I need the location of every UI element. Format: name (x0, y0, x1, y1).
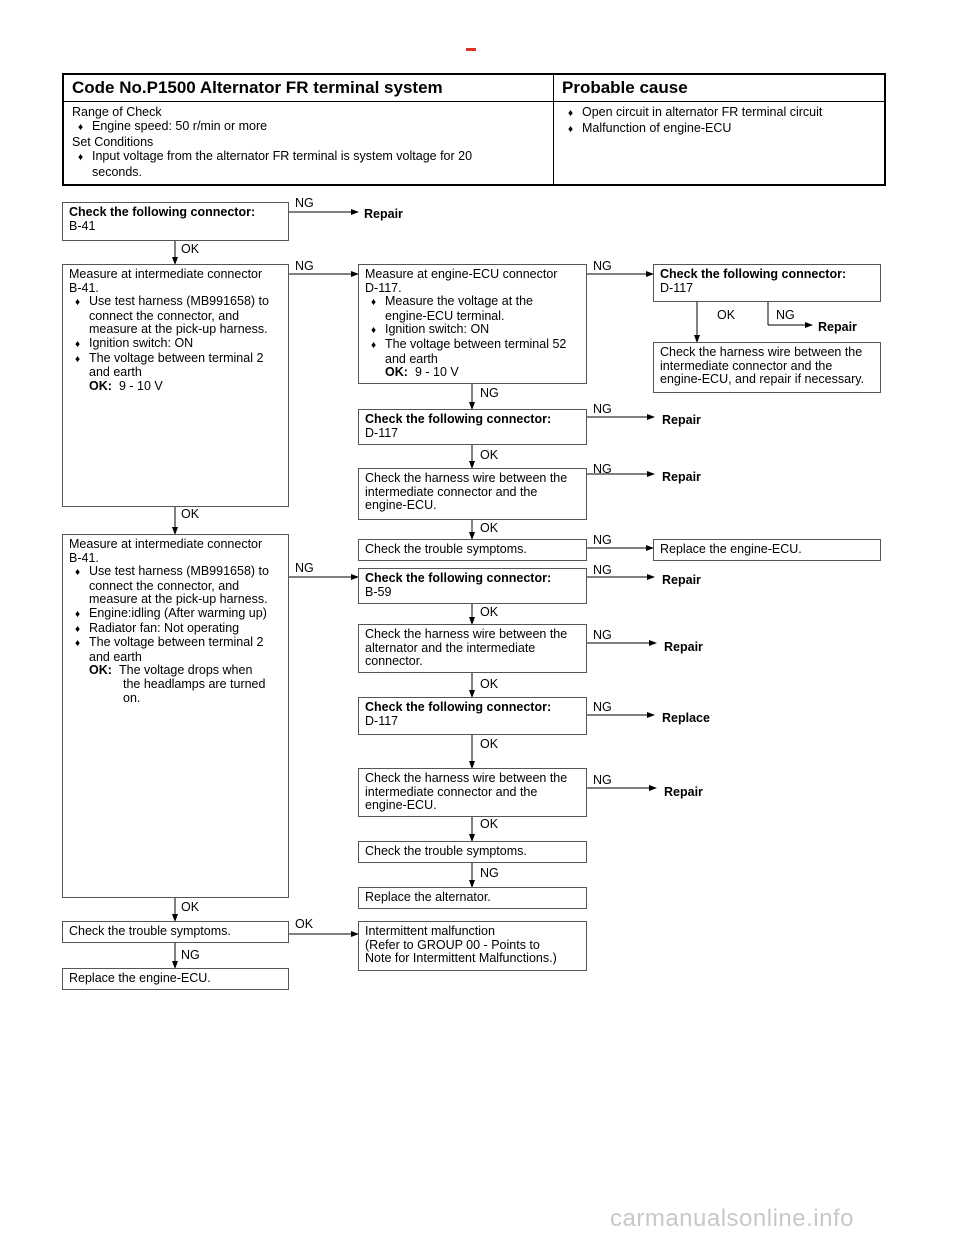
bullet-line: ♦ Measure the voltage at the (365, 295, 580, 310)
ok-label: OK (480, 448, 499, 462)
box-line: Measure at engine-ECU connector (365, 267, 558, 281)
watermark: carmanualsonline.info (610, 1205, 854, 1232)
ok-label: OK: (89, 378, 112, 393)
ok-label: OK (181, 507, 200, 521)
ok-value: on. (123, 690, 141, 705)
bullet-line: ♦ The voltage between terminal 2 (69, 352, 282, 367)
measure-b41-idling (62, 534, 289, 898)
connector-id: D-117 (365, 425, 399, 440)
box-line: (Refer to GROUP 00 - Points to (365, 937, 540, 952)
code-title: Code No.P1500 Alternator FR terminal system (63, 74, 554, 102)
box-line: engine-ECU. (365, 798, 437, 813)
bullet-line: ♦ The voltage between terminal 52 (365, 338, 580, 353)
ok-label: OK (480, 817, 499, 831)
check-trouble-symptoms-1 (358, 539, 587, 561)
ng-label: NG (593, 259, 612, 273)
measure-d117 (358, 264, 587, 384)
check-harness-ecu (358, 468, 587, 520)
check-connector-d117-lower (358, 697, 587, 735)
result-repair: Repair (662, 573, 701, 587)
check-harness-alternator (358, 624, 587, 673)
box-line: intermediate connector and the (660, 358, 833, 373)
ng-label: NG (776, 308, 795, 322)
box-line: Check the trouble symptoms. (365, 542, 527, 556)
box-title: Check the following connector: (365, 700, 552, 714)
replace-engine-ecu-final (62, 968, 289, 990)
box-line: intermediate connector and the (365, 484, 538, 499)
bullet-line: ♦ Use test harness (MB991658) to (69, 565, 282, 580)
result-repair: Repair (662, 413, 701, 427)
box-line: intermediate connector and the (365, 784, 538, 799)
box-line: and earth (89, 365, 142, 380)
box-line: Measure at intermediate connector (69, 537, 263, 551)
ok-label: OK: (89, 663, 112, 678)
box-line: B-41. (69, 280, 99, 295)
ok-label: OK (181, 242, 200, 256)
ok-label: OK (480, 605, 499, 619)
box-line: engine-ECU. (365, 498, 437, 513)
check-connector-d117 (358, 409, 587, 445)
replace-alternator (358, 887, 587, 909)
box-line: alternator and the intermediate (365, 640, 536, 655)
box-line: and earth (89, 649, 142, 664)
box-line: Check the harness wire between the (660, 345, 863, 359)
ok-label: OK (181, 900, 200, 914)
measure-b41-ignition (62, 264, 289, 507)
ng-label: NG (295, 561, 314, 575)
box-line: Check the harness wire between the (365, 627, 568, 641)
check-harness-repair (653, 342, 881, 393)
range-heading: Range of Check (72, 105, 162, 119)
set-item: ♦ Input voltage from the alternator FR terminal is system voltage for 20 seconds. (72, 149, 512, 179)
check-trouble-symptoms-2 (358, 841, 587, 863)
box-line: measure at the pick-up harness. (89, 592, 268, 607)
result-repair: Repair (818, 320, 857, 334)
ng-label: NG (593, 773, 612, 787)
result-repair: Repair (364, 207, 403, 221)
box-title: Check the following connector: (69, 205, 256, 219)
ok-value: The voltage drops when (119, 663, 253, 678)
intermittent-malfunction (358, 921, 587, 971)
box-line: Replace the engine-ECU. (660, 542, 802, 556)
ng-label: NG (593, 628, 612, 642)
ng-label: NG (295, 259, 314, 273)
check-connector-b59 (358, 568, 587, 604)
ok-label: OK (480, 521, 499, 535)
box-line: Check the harness wire between the (365, 771, 568, 785)
box-line: Replace the alternator. (365, 890, 491, 904)
ok-label: OK (717, 308, 736, 322)
box-line: engine-ECU terminal. (385, 308, 505, 323)
ok-value: 9 - 10 V (119, 378, 163, 393)
ng-label: NG (480, 866, 499, 880)
box-title: Check the following connector: (365, 412, 552, 426)
box-line: Check the trouble symptoms. (365, 844, 527, 858)
bullet-line: ♦ Radiator fan: Not operating (69, 622, 282, 637)
box-line: Check the harness wire between the (365, 471, 568, 485)
ng-label: NG (181, 948, 200, 962)
ok-label: OK (480, 737, 499, 751)
box-line: and earth (385, 351, 438, 366)
box-line: engine-ECU, and repair if necessary. (660, 372, 865, 387)
box-title: Check the following connector: (365, 571, 552, 585)
check-connector-b41 (62, 202, 289, 241)
probable-cause-title: Probable cause (554, 74, 886, 102)
ok-label: OK (480, 677, 499, 691)
ng-label: NG (593, 700, 612, 714)
connector-id: D-117 (660, 280, 694, 295)
cause-item: ♦ Open circuit in alternator FR terminal circuit (562, 105, 876, 121)
bullet-line: ♦ Engine:idling (After warming up) (69, 607, 282, 622)
result-repair: Repair (664, 640, 703, 654)
check-trouble-symptoms-3 (62, 921, 289, 943)
ng-label: NG (593, 402, 612, 416)
ok-value: the headlamps are turned (123, 676, 266, 691)
box-line: D-117. (365, 280, 402, 295)
box-line: Measure at intermediate connector (69, 267, 263, 281)
ng-label: NG (480, 386, 499, 400)
cause-item: ♦ Malfunction of engine-ECU (562, 121, 876, 137)
box-line: Note for Intermittent Malfunctions.) (365, 951, 557, 966)
box-line: connector. (365, 654, 423, 669)
ng-label: NG (593, 563, 612, 577)
replace-engine-ecu-right (653, 539, 881, 561)
ng-label: NG (593, 462, 612, 476)
bullet-line: ♦ The voltage between terminal 2 (69, 636, 282, 651)
check-harness-ecu-lower (358, 768, 587, 817)
ok-label: OK: (385, 365, 408, 380)
result-repair: Repair (664, 785, 703, 799)
bullet-line: ♦ Ignition switch: ON (69, 337, 282, 352)
bullet-line: ♦ Use test harness (MB991658) to (69, 295, 282, 310)
result-replace: Replace (662, 711, 710, 725)
box-line: measure at the pick-up harness. (89, 322, 268, 337)
set-heading: Set Conditions (72, 135, 154, 149)
check-connector-d117-right (653, 264, 881, 302)
box-line: connect the connector, and (89, 578, 240, 593)
box-line: B-41. (69, 550, 99, 565)
ng-label: NG (593, 533, 612, 547)
box-line: Replace the engine-ECU. (69, 971, 211, 985)
box-line: connect the connector, and (89, 308, 240, 323)
ok-label: OK (295, 917, 314, 931)
range-item: ♦ Engine speed: 50 r/min or more (72, 119, 545, 135)
connector-id: B-41 (69, 218, 96, 233)
result-repair: Repair (662, 470, 701, 484)
box-title: Check the following connector: (660, 267, 847, 281)
connector-id: D-117 (365, 713, 399, 728)
box-line: Intermittent malfunction (365, 924, 495, 938)
ng-label: NG (295, 196, 314, 210)
bullet-line: ♦ Ignition switch: ON (365, 323, 580, 338)
connector-id: B-59 (365, 584, 392, 599)
ok-value: 9 - 10 V (415, 365, 459, 380)
box-line: Check the trouble symptoms. (69, 924, 231, 938)
